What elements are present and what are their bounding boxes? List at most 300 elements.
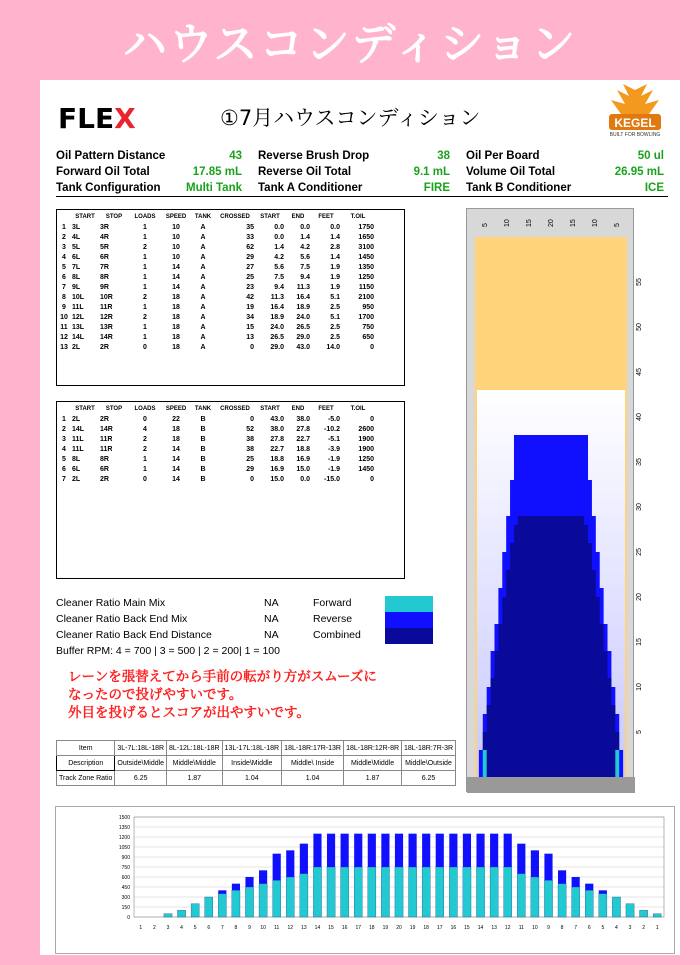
- table-cell: 11L: [72, 435, 84, 443]
- bar-forward: [653, 914, 661, 917]
- x-tick-label: 15: [328, 925, 334, 931]
- table-cell: 3100: [358, 243, 374, 251]
- x-tick-label: 16: [450, 925, 457, 931]
- bar-forward: [422, 867, 430, 917]
- x-tick-label: 13: [301, 925, 307, 931]
- column-header: START: [75, 214, 95, 220]
- table-cell: 6L: [72, 253, 81, 261]
- table-cell: 1750: [358, 223, 374, 231]
- table-cell: A: [200, 293, 206, 301]
- y-tick-label: 1050: [118, 845, 130, 851]
- bar-forward: [585, 890, 593, 917]
- table-cell: 0: [250, 475, 254, 483]
- page-banner: [0, 0, 700, 80]
- table-cell: 22: [172, 415, 180, 423]
- column-header: END: [291, 406, 305, 412]
- column-header: SPEED: [165, 214, 187, 220]
- table-cell: 2100: [358, 293, 374, 301]
- table-cell: 1900: [358, 435, 374, 443]
- table-cell: 7.5: [300, 263, 310, 271]
- x-tick-label: 14: [314, 925, 321, 931]
- bar-forward: [436, 867, 444, 917]
- bar-reverse: [327, 834, 335, 867]
- table-cell: 13: [60, 343, 68, 351]
- bar-forward: [354, 867, 362, 917]
- flex-logo: FLEX: [58, 102, 136, 135]
- summary-value: 9.1 mL: [413, 166, 450, 178]
- x-tick-label: 19: [409, 925, 416, 931]
- x-tick-label: 10: [532, 925, 538, 931]
- table-cell: 4.2: [300, 243, 310, 251]
- bar-reverse: [476, 834, 484, 867]
- y-tick-label: 1200: [118, 835, 130, 841]
- bar-reverse: [313, 834, 321, 867]
- table-cell: 22.7: [296, 435, 310, 443]
- table-cell: 16.4: [270, 303, 284, 311]
- bar-reverse: [341, 834, 349, 867]
- bar-reverse: [395, 834, 403, 867]
- table-cell: 8R: [100, 273, 109, 281]
- x-tick-label: 2: [152, 925, 156, 931]
- table-cell: 0: [370, 415, 374, 423]
- table-cell: -15.0: [324, 475, 340, 483]
- table-cell: 18: [172, 323, 180, 331]
- column-header: FEET: [318, 406, 334, 412]
- bar-reverse: [218, 890, 226, 893]
- table-cell: 13: [246, 333, 254, 341]
- x-tick-label: 12: [287, 925, 294, 931]
- table-cell: 26.5: [296, 323, 310, 331]
- table-cell: 23: [246, 283, 254, 291]
- table-cell: -10.2: [324, 425, 340, 433]
- table-cell: 2.5: [330, 323, 340, 331]
- table-cell: 0: [143, 343, 147, 351]
- forward-edge-left: [483, 750, 487, 777]
- distance-tick-label: 55: [636, 278, 643, 286]
- bar-reverse: [422, 834, 430, 867]
- forward-edge-right: [615, 750, 619, 777]
- table-cell: A: [200, 323, 206, 331]
- summary-cell: [246, 150, 454, 162]
- table-cell: 14: [172, 263, 180, 271]
- cleaner-value: NA: [264, 613, 279, 625]
- summary-cell: [246, 182, 454, 194]
- table-cell: 7R: [100, 263, 109, 271]
- bar-forward: [612, 897, 620, 917]
- bar-forward: [572, 887, 580, 917]
- table-cell: 4R: [100, 233, 109, 241]
- zone-item: 3L-7L:18L-18R: [115, 741, 167, 756]
- x-tick-label: 1: [139, 925, 143, 931]
- table-cell: 1: [143, 233, 147, 241]
- table-row: [57, 464, 375, 474]
- zone-ratio: 1.87: [166, 771, 222, 786]
- table-cell: 62: [246, 243, 254, 251]
- table-cell: A: [200, 273, 206, 281]
- table-cell: 1: [62, 223, 66, 231]
- cleaner-label: Cleaner Ratio Back End Distance: [56, 629, 212, 641]
- distance-tick-label: 5: [636, 730, 643, 734]
- table-cell: 6R: [100, 253, 109, 261]
- x-tick-label: 9: [248, 925, 251, 931]
- table-cell: 12: [60, 333, 68, 341]
- table-cell: 1450: [358, 465, 374, 473]
- column-header: [57, 404, 71, 414]
- table-cell: 14: [172, 465, 180, 473]
- table-row: [57, 232, 375, 242]
- table-row: [57, 424, 375, 434]
- table-cell: 27: [246, 263, 254, 271]
- table-cell: 7.5: [274, 273, 284, 281]
- summary-label: Oil Pattern Distance: [56, 150, 166, 162]
- table-cell: 14: [172, 283, 180, 291]
- table-cell: 650: [362, 333, 374, 341]
- table-row: [57, 252, 375, 262]
- table-cell: 18.9: [270, 313, 284, 321]
- table-cell: 1150: [358, 283, 374, 291]
- bar-forward: [164, 914, 172, 917]
- x-tick-label: 18: [423, 925, 429, 931]
- note-line: レーンを張替えてから手前の転がり方がスムーズに: [68, 669, 377, 685]
- table-cell: A: [200, 313, 206, 321]
- table-cell: A: [200, 233, 206, 241]
- table-cell: 14: [172, 455, 180, 463]
- table-cell: 9: [62, 303, 66, 311]
- table-row: [57, 414, 375, 424]
- x-tick-label: 17: [355, 925, 362, 931]
- table-cell: 950: [362, 303, 374, 311]
- bar-forward: [599, 894, 607, 917]
- table-cell: 11: [60, 323, 68, 331]
- table-cell: 1.4: [330, 253, 340, 261]
- table-cell: 1.4: [300, 233, 310, 241]
- table-cell: 0: [250, 343, 254, 351]
- bar-forward: [313, 867, 321, 917]
- column-header: T.OIL: [350, 406, 366, 412]
- column-header: END: [291, 214, 305, 220]
- top-tick-label: 5: [614, 223, 621, 227]
- bar-forward: [273, 880, 281, 917]
- zone-item: 13L-17L:18L-18R: [222, 741, 282, 756]
- bar-forward: [368, 867, 376, 917]
- table-cell: 5.1: [330, 313, 340, 321]
- table-cell: 3: [62, 435, 66, 443]
- table-row: [57, 434, 375, 444]
- table-cell: 1: [62, 415, 66, 423]
- summary-value: ICE: [644, 182, 664, 194]
- table-row: [57, 242, 375, 252]
- x-tick-label: 8: [234, 925, 238, 931]
- table-cell: A: [200, 283, 206, 291]
- x-tick-label: 14: [477, 925, 484, 931]
- table-cell: 11R: [100, 435, 113, 443]
- zone-desc-label: Description: [57, 756, 115, 771]
- table-cell: A: [200, 303, 206, 311]
- column-header: FEET: [318, 214, 334, 220]
- table-cell: 42: [246, 293, 254, 301]
- bar-forward: [177, 910, 185, 917]
- table-cell: 1: [143, 465, 147, 473]
- zone-desc: Inside\Middle: [222, 756, 282, 771]
- table-cell: 0.0: [274, 223, 284, 231]
- column-header: START: [260, 214, 280, 220]
- table-cell: 1: [143, 223, 147, 231]
- x-tick-label: 4: [180, 925, 183, 931]
- table-row: [57, 474, 375, 484]
- table-cell: 1700: [358, 313, 374, 321]
- bar-reverse: [436, 834, 444, 867]
- table-cell: 9.4: [300, 273, 310, 281]
- table-cell: 14R: [100, 425, 113, 433]
- x-tick-label: 11: [518, 925, 524, 931]
- cleaner-row: [56, 597, 436, 613]
- column-header: TANK: [194, 406, 212, 412]
- bar-reverse: [273, 854, 281, 881]
- zone-desc: Outside\Middle: [115, 756, 167, 771]
- summary-row: [56, 164, 668, 180]
- x-tick-label: 15: [464, 925, 470, 931]
- table-cell: 1250: [358, 455, 374, 463]
- table-cell: 0.0: [274, 233, 284, 241]
- table-cell: -5.0: [327, 415, 340, 423]
- top-tick-label: 15: [526, 219, 533, 227]
- table-cell: 0: [370, 475, 374, 483]
- bar-reverse: [490, 834, 498, 867]
- table-cell: 4L: [72, 233, 81, 241]
- zone-desc: Middle\Middle: [166, 756, 222, 771]
- table-cell: 0: [250, 415, 254, 423]
- column-header: T.OIL: [350, 214, 366, 220]
- x-tick-label: 16: [341, 925, 348, 931]
- table-cell: 0: [143, 415, 147, 423]
- bar-reverse: [558, 870, 566, 883]
- bar-forward: [395, 867, 403, 917]
- x-tick-label: 7: [220, 925, 224, 931]
- table-cell: 5L: [72, 243, 81, 251]
- cleaner-value: NA: [264, 597, 279, 609]
- lane-graph: [466, 208, 643, 792]
- table-cell: 8L: [72, 455, 81, 463]
- summary-cell: [454, 182, 668, 194]
- forward-steps-table: [56, 209, 405, 386]
- table-cell: 43.0: [270, 415, 284, 423]
- y-tick-label: 1500: [118, 815, 130, 821]
- table-cell: 750: [362, 323, 374, 331]
- table-row: [57, 262, 375, 272]
- table-cell: 27.8: [270, 435, 284, 443]
- bar-reverse: [599, 890, 607, 893]
- top-tick-label: 10: [504, 219, 511, 227]
- summary-row: [56, 180, 668, 196]
- x-tick-label: 1: [655, 925, 659, 931]
- table-cell: 19: [246, 303, 254, 311]
- table-cell: 2.5: [330, 303, 340, 311]
- distance-tick-label: 50: [636, 323, 643, 331]
- table-cell: B: [200, 425, 206, 433]
- table-cell: 5: [62, 455, 66, 463]
- distance-tick-label: 25: [636, 548, 643, 556]
- cleaner-label: Cleaner Ratio Main Mix: [56, 597, 166, 609]
- bar-forward: [300, 874, 308, 917]
- x-tick-label: 4: [615, 925, 618, 931]
- table-cell: 24.0: [296, 313, 310, 321]
- summary-label: Reverse Brush Drop: [258, 150, 370, 162]
- x-tick-label: 20: [396, 925, 402, 931]
- table-row: [57, 322, 375, 332]
- x-tick-label: 5: [193, 925, 197, 931]
- table-cell: 26.5: [270, 333, 284, 341]
- table-cell: -1.9: [327, 465, 340, 473]
- table-cell: 0.0: [300, 475, 310, 483]
- table-cell: 33: [246, 233, 254, 241]
- table-cell: 12L: [72, 313, 85, 321]
- table-row: [57, 282, 375, 292]
- x-tick-label: 18: [369, 925, 375, 931]
- x-tick-label: 8: [560, 925, 564, 931]
- bar-reverse: [449, 834, 457, 867]
- table-cell: 8L: [72, 273, 81, 281]
- x-tick-label: 11: [274, 925, 280, 931]
- table-cell: A: [200, 263, 206, 271]
- table-cell: 6L: [72, 465, 81, 473]
- legend-label: Forward: [313, 597, 352, 609]
- bar-forward: [544, 880, 552, 917]
- table-header-row: [57, 404, 375, 414]
- summary-cell: [454, 166, 668, 178]
- cleaner-row: [56, 613, 436, 629]
- table-cell: 1.9: [330, 273, 340, 281]
- table-cell: 43.0: [296, 343, 310, 351]
- column-header: CROSSED: [220, 214, 250, 220]
- table-cell: 14: [172, 475, 180, 483]
- table-cell: 1650: [358, 233, 374, 241]
- column-header: SPEED: [165, 406, 187, 412]
- table-row: [57, 302, 375, 312]
- y-tick-label: 450: [121, 885, 130, 891]
- table-cell: 1: [143, 283, 147, 291]
- table-cell: 18: [172, 293, 180, 301]
- table-cell: 6: [62, 465, 66, 473]
- table-cell: 10: [172, 233, 180, 241]
- bar-reverse: [354, 834, 362, 867]
- zone-ratio: 6.25: [402, 771, 456, 786]
- bar-forward: [381, 867, 389, 917]
- table-row: [57, 444, 375, 454]
- table-cell: 0: [143, 475, 147, 483]
- table-cell: 1: [143, 333, 147, 341]
- table-row: [57, 272, 375, 282]
- bar-forward: [259, 884, 267, 917]
- table-cell: 18.8: [296, 445, 310, 453]
- cleaner-value: NA: [264, 629, 279, 641]
- table-row: [57, 454, 375, 464]
- summary-label: Forward Oil Total: [56, 166, 150, 178]
- distance-tick-label: 35: [636, 458, 643, 466]
- bar-forward: [449, 867, 457, 917]
- table-cell: 2600: [358, 425, 374, 433]
- oil-per-board-chart: [55, 806, 675, 954]
- table-cell: 1250: [358, 273, 374, 281]
- table-cell: 14.0: [326, 343, 340, 351]
- table-cell: B: [200, 435, 206, 443]
- bar-forward: [517, 874, 525, 917]
- table-cell: 18.9: [296, 303, 310, 311]
- table-cell: 29.0: [270, 343, 284, 351]
- table-cell: 7: [62, 283, 66, 291]
- summary-value: 38: [437, 150, 450, 162]
- y-tick-label: 300: [121, 895, 130, 901]
- column-header: START: [260, 406, 280, 412]
- zone-desc: Middle\Middle: [344, 756, 402, 771]
- summary-label: Volume Oil Total: [466, 166, 556, 178]
- table-cell: 11.3: [270, 293, 284, 301]
- legend-swatch: [385, 596, 433, 612]
- table-header-row: [57, 212, 375, 222]
- table-cell: 22.7: [270, 445, 284, 453]
- table-cell: 2: [143, 243, 147, 251]
- table-cell: 2R: [100, 415, 109, 423]
- column-header: LOADS: [134, 406, 156, 412]
- table-cell: 38.0: [270, 425, 284, 433]
- zone-ratio-label: Track Zone Ratio: [57, 771, 115, 786]
- column-header: TANK: [194, 214, 212, 220]
- table-cell: 10: [172, 223, 180, 231]
- legend-swatch: [385, 612, 433, 628]
- note-line: 外目を投げるとスコアが出やすいです。: [68, 705, 310, 721]
- top-tick-label: 5: [482, 223, 489, 227]
- table-cell: 24.0: [270, 323, 284, 331]
- zone-item: 18L-18R:17R-13R: [282, 741, 344, 756]
- track-zone-table: [56, 740, 456, 786]
- table-cell: 4: [62, 253, 66, 261]
- summary-value: 26.95 mL: [614, 166, 664, 178]
- table-cell: 18: [172, 435, 180, 443]
- zone-item: 18L-18R:7R-3R: [402, 741, 456, 756]
- x-tick-label: 12: [504, 925, 511, 931]
- table-cell: 14R: [100, 333, 113, 341]
- document-title: ①7月ハウスコンディション: [220, 106, 481, 130]
- bar-forward: [205, 897, 213, 917]
- table-cell: 0.0: [330, 223, 340, 231]
- summary-value: Multi Tank: [185, 182, 242, 194]
- table-cell: -3.9: [327, 445, 340, 453]
- table-cell: 11R: [100, 445, 113, 453]
- table-cell: 16.9: [270, 465, 284, 473]
- table-cell: 6R: [100, 465, 109, 473]
- table-cell: 2L: [72, 475, 81, 483]
- table-cell: 1.9: [330, 263, 340, 271]
- table-cell: 3R: [100, 223, 109, 231]
- table-cell: 10: [60, 313, 68, 321]
- x-tick-label: 10: [260, 925, 266, 931]
- table-cell: 4.2: [274, 253, 284, 261]
- table-cell: 38: [246, 445, 254, 453]
- bar-forward: [531, 877, 539, 917]
- summary-value: 43: [229, 150, 242, 162]
- bar-reverse: [259, 870, 267, 883]
- bar-forward: [490, 867, 498, 917]
- zone-ratio: 1.04: [222, 771, 282, 786]
- summary-label: Tank Configuration: [56, 182, 161, 194]
- table-cell: 2.5: [330, 333, 340, 341]
- top-tick-label: 20: [548, 219, 555, 227]
- legend-swatch: [385, 628, 433, 644]
- condition-note: [68, 668, 377, 722]
- table-cell: 14: [172, 445, 180, 453]
- table-cell: 2.8: [330, 243, 340, 251]
- table-cell: A: [200, 343, 206, 351]
- summary-value: 50 ul: [637, 150, 664, 162]
